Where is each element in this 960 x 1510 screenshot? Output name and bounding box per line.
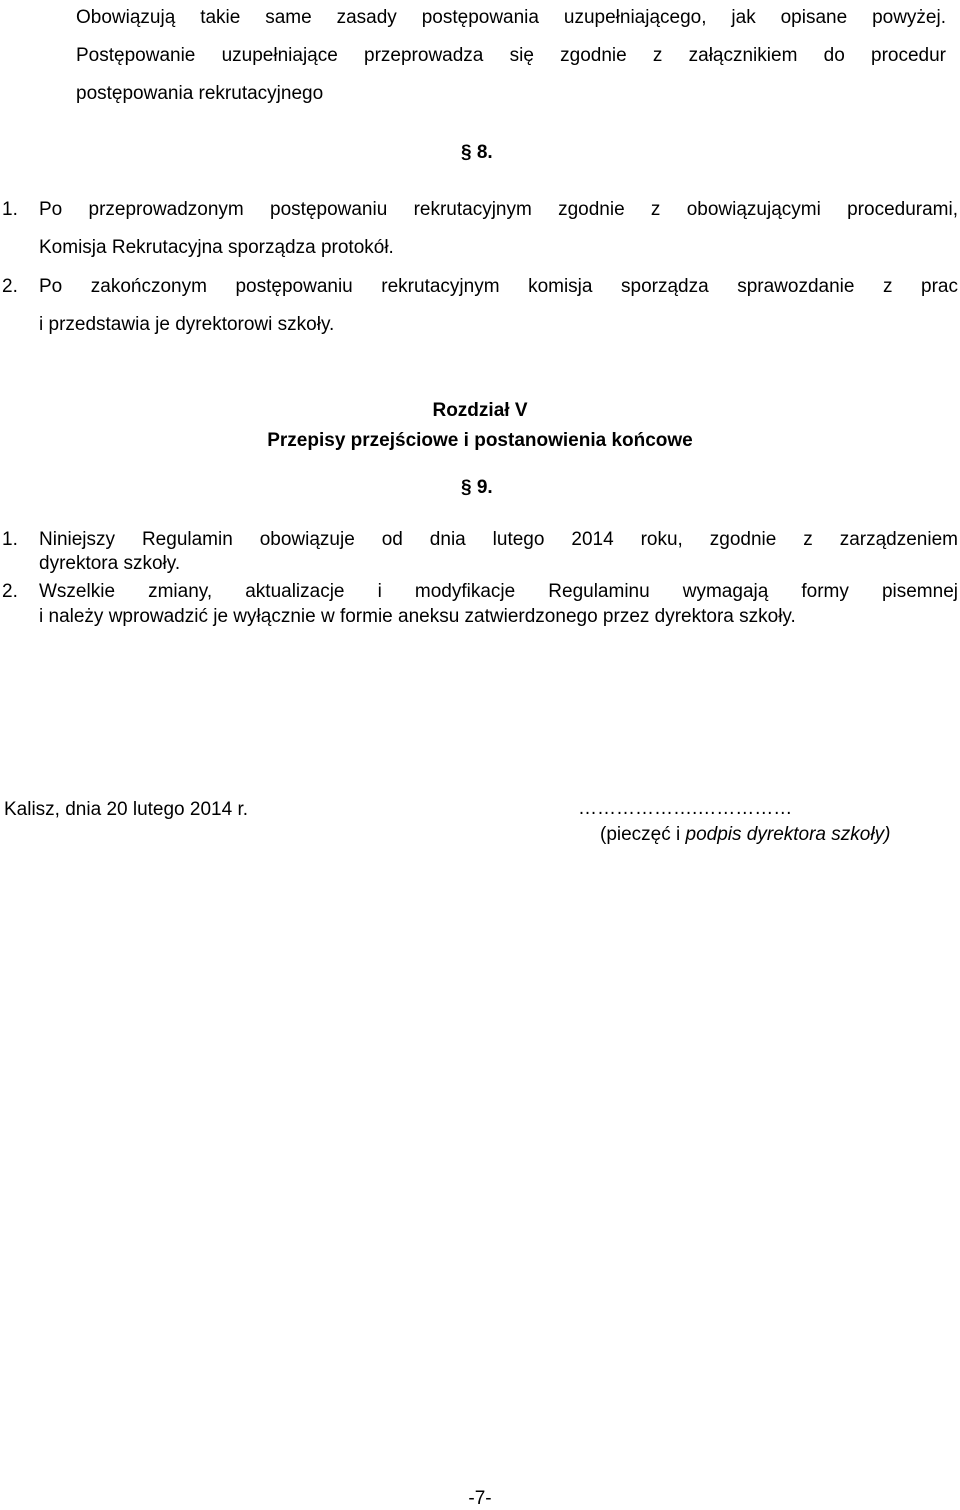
intro-line-1: Obowiązują takie same zasady postępowania uzupełniającego, jak opisane powyżej.: [76, 7, 946, 28]
signature-label-italic: podpis dyrektora szkoły): [685, 824, 891, 845]
section-9-item-1: [0, 528, 960, 576]
item-number: 1.: [2, 199, 18, 220]
item-number: 2.: [2, 276, 18, 297]
section-9-number: § 9.: [461, 477, 493, 498]
item-line: i przedstawia je dyrektorowi szkoły.: [39, 314, 335, 335]
item-line: i należy wprowadzić je wyłącznie w formie aneksu zatwierdzonego przez dyrektora szkoły.: [39, 606, 796, 627]
section-8-item-2: [0, 268, 960, 344]
chapter-title: Rozdział V: [432, 400, 528, 421]
section-9-item-2: [0, 579, 960, 629]
intro-line-2: Postępowanie uzupełniające przeprowadza się zgodnie z załącznikiem do procedur: [76, 45, 946, 66]
item-number: 1.: [2, 529, 18, 550]
page-number: -7-: [468, 1488, 492, 1509]
section-8-item-1: [0, 191, 960, 267]
item-line: Po przeprowadzonym postępowaniu rekrutacyjnym zgodnie z obowiązującymi procedurami,: [39, 199, 958, 220]
section-8-number: § 8.: [461, 142, 493, 163]
place-date: Kalisz, dnia 20 lutego 2014 r.: [4, 799, 249, 820]
signature-label: [600, 824, 890, 846]
signature-dots: ……………….……………: [578, 798, 793, 819]
item-line: dyrektora szkoły.: [39, 553, 181, 574]
intro-line-3: postępowania rekrutacyjnego: [76, 83, 324, 104]
item-line: Wszelkie zmiany, aktualizacje i modyfikacje Regulaminu wymagają formy pisemnej: [39, 581, 958, 602]
item-line: Niniejszy Regulamin obowiązuje od dnia lutego 2014 roku, zgodnie z zarządzeniem: [39, 529, 958, 550]
item-line: Komisja Rekrutacyjna sporządza protokół.: [39, 237, 394, 258]
intro-paragraph: [76, 0, 946, 113]
item-line: Po zakończonym postępowaniu rekrutacyjnym komisja sporządza sprawozdanie z prac: [39, 276, 958, 297]
chapter-heading: [0, 396, 960, 456]
item-number: 2.: [2, 581, 18, 602]
signature-label-plain: (pieczęć i: [600, 824, 686, 845]
chapter-subtitle: Przepisy przejściowe i postanowienia końcowe: [267, 430, 693, 451]
